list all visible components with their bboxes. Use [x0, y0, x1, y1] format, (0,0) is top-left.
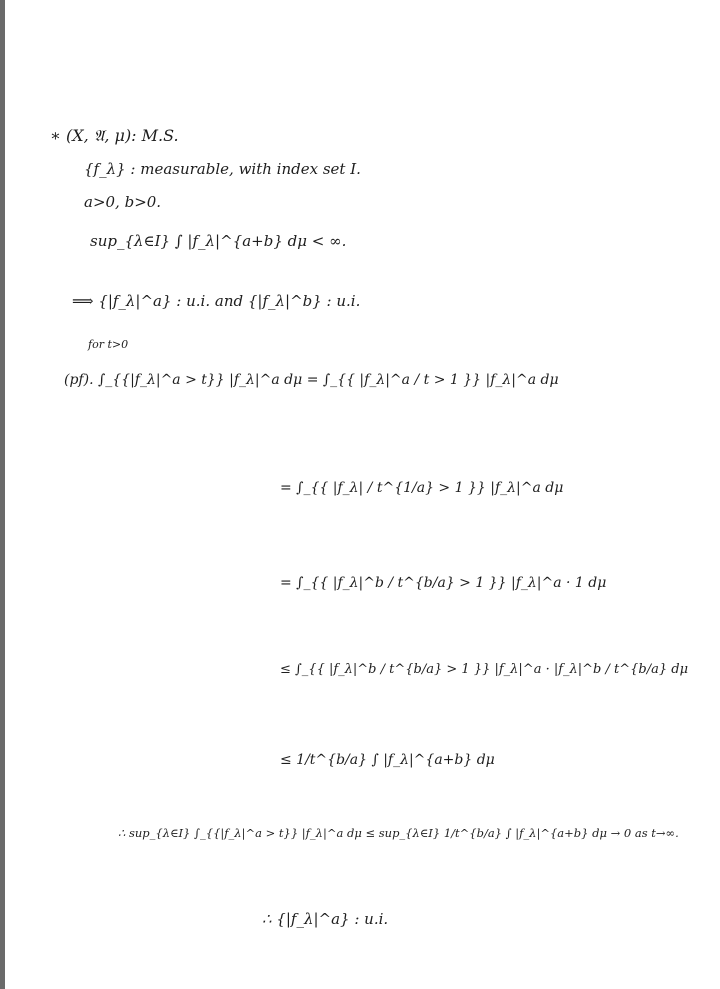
- note-line-step-4: ≤ 1/t^{b/a} ∫ |f_λ|^{a+b} dμ: [280, 752, 495, 768]
- note-line-proof-start: (pf). ∫_{{|f_λ|^a > t}} |f_λ|^a dμ = ∫_{{ |f_λ|^a / t > 1 }} |f_λ|^a dμ: [64, 372, 559, 388]
- note-line-step-3: ≤ ∫_{{ |f_λ|^b / t^{b/a} > 1 }} |f_λ|^a · |f_λ|^b / t^{b/a} dμ: [280, 662, 689, 677]
- note-line-constants: a>0, b>0.: [84, 193, 162, 211]
- note-line-step-2: = ∫_{{ |f_λ|^b / t^{b/a} > 1 }} |f_λ|^a · 1 dμ: [280, 575, 607, 591]
- note-line-for-t: for t>0: [88, 338, 129, 351]
- note-line-step-1: = ∫_{{ |f_λ| / t^{1/a} > 1 }} |f_λ|^a dμ: [280, 480, 564, 496]
- note-line-conclusion: ∴ sup_{λ∈I} ∫_{{|f_λ|^a > t}} |f_λ|^a dμ ≤ sup_{λ∈I} 1/t^{b/a} ∫ |f_λ|^{a+b} dμ → 0 as t→∞.: [118, 826, 679, 840]
- note-line-hypothesis: sup_{λ∈I} ∫ |f_λ|^{a+b} dμ < ∞.: [90, 232, 347, 250]
- note-line-measurable: {f_λ} : measurable, with index set I.: [84, 160, 361, 178]
- note-line-final: ∴ {|f_λ|^a} : u.i.: [262, 910, 389, 928]
- note-line-claim: ⟹ {|f_λ|^a} : u.i. and {|f_λ|^b} : u.i.: [72, 292, 361, 310]
- scan-edge: [0, 0, 5, 989]
- note-line-heading: ∗ (X, 𝔄, μ): M.S.: [50, 126, 179, 145]
